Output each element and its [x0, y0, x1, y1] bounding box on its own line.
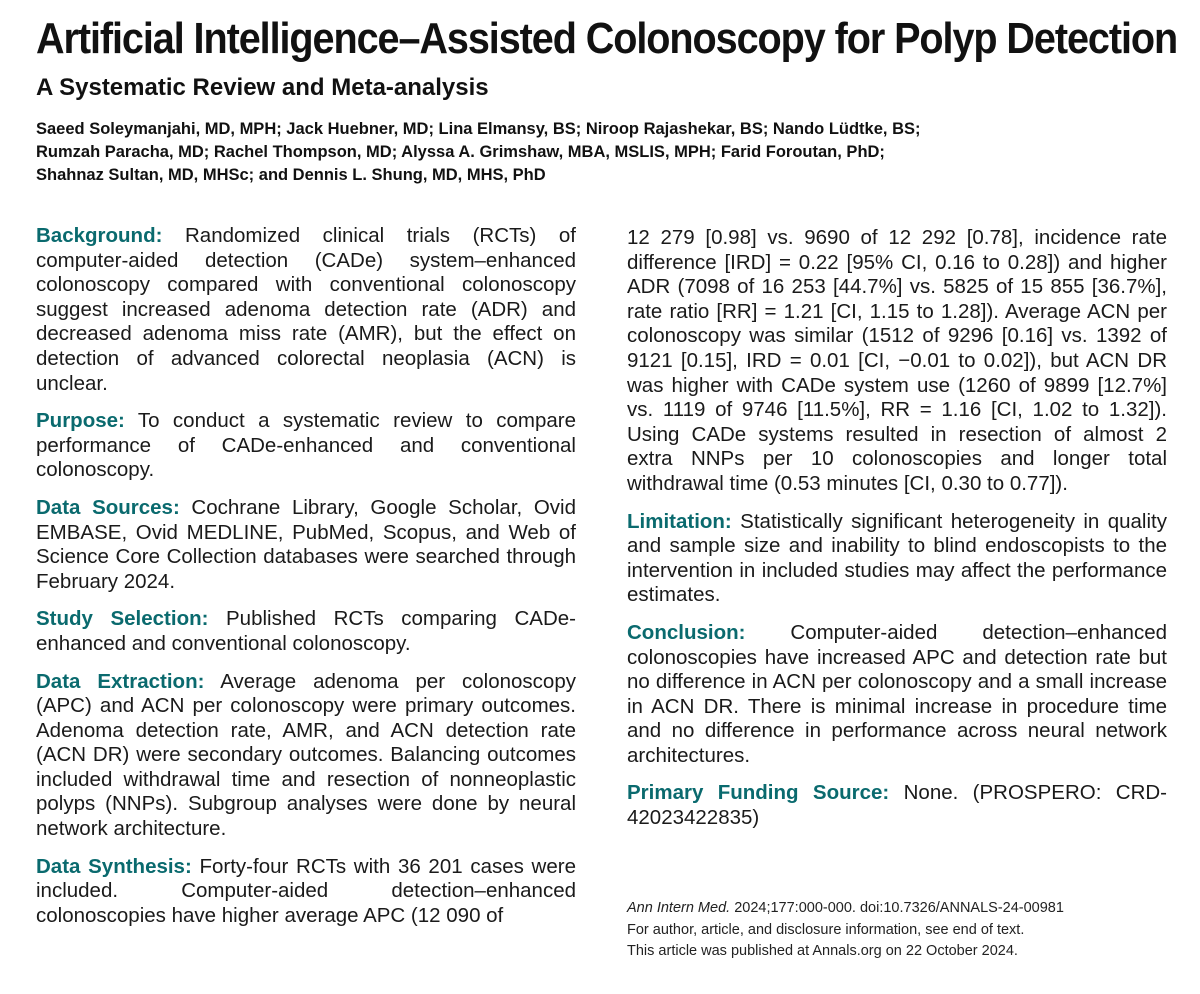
abstract-right-column — [627, 226, 1167, 844]
section-label: Data Synthesis: — [36, 854, 192, 878]
journal-name: Ann Intern Med. — [627, 900, 731, 916]
abstract-left-column — [36, 224, 576, 941]
section-funding — [627, 781, 1167, 830]
section-conclusion — [627, 621, 1167, 769]
section-text: Forty-four RCTs with 36 201 cases were included. Computer-aided detection–enhanced colonoscopies have higher average APC (12 090 of — [36, 854, 576, 927]
author-line: Saeed Soleymanjahi, MD, MPH; Jack Huebner, MD; Lina Elmansy, BS; Niroop Rajashekar, BS; Nando Lüdtke, BS; — [36, 120, 921, 138]
section-background — [36, 224, 576, 396]
section-text: Average adenoma per colonoscopy (APC) and ACN per colonoscopy were primary outcomes. Adenoma detection rate, AMR, and ACN detection rate (ACN DR) were secondary outcomes. Balancing outcomes included withdrawal time and resection of nonneoplastic polyps (NNPs). Subgroup analyses were done by neural network architecture. — [36, 669, 576, 841]
section-text: Published RCTs comparing CADe-enhanced and conventional colonoscopy. — [36, 607, 577, 655]
section-text: Computer-aided detection–enhanced colonoscopies have increased APC and detection rate but no difference in ACN per colonoscopy and a small increase in ACN DR. There is minimal increase in procedure time and no difference in performance across neural network architectures. — [627, 620, 1167, 767]
article-metadata — [627, 898, 1147, 963]
section-text: Randomized clinical trials (RCTs) of computer-aided detection (CADe) system–enhanced colonoscopy compared with conventional colonoscopy suggest increased adenoma detection rate (ADR) and decreased adenoma miss rate (AMR), but the effect on detection of advanced colorectal neoplasia (ACN) is unclear. — [36, 224, 576, 395]
section-text: None. (PROSPERO: CRD-42023422835) — [627, 781, 1168, 830]
section-text: Statistically significant heterogeneity in quality and sample size and inability to blind endoscopists to the intervention in included studies may affect the performance estimates. — [627, 509, 1167, 607]
section-purpose — [36, 409, 576, 483]
section-data-synthesis — [36, 855, 576, 929]
section-data-synthesis-continued: 12 279 [0.98] vs. 9690 of 12 292 [0.78], incidence rate difference [IRD] = 0.22 [95% CI, 0.16 to 0.28]) and higher ADR (7098 of 16 253 [44.7%] vs. 5825 of 15 855 [36.7%], rate ratio [RR] = 1.21 [CI, 1.15 to 1.28]). Average ACN per colonoscopy was similar (1512 of 9296 [0.16] vs. 1392 of 9121 [0.15], IRD = 0.01 [CI, −0.01 to 0.02]), but ACN DR was higher with CADe system use (1260 of 9899 [12.7%] vs. 1119 of 9746 [11.5%], RR = 1.16 [CI, 1.02 to 1.32]). Using CADe systems resulted in resection of almost 2 extra NNPs per 10 colonoscopies and longer total withdrawal time (0.53 minutes [CI, 0.30 to 0.77]). — [627, 226, 1167, 495]
citation-details: 2024;177:000-000. doi:10.7326/ANNALS-24-00981 — [730, 900, 1064, 916]
section-label: Data Sources: — [36, 495, 180, 519]
section-label: Conclusion: — [627, 620, 746, 644]
section-label: Background: — [36, 224, 163, 247]
author-line: Rumzah Paracha, MD; Rachel Thompson, MD; Alyssa A. Grimshaw, MBA, MSLIS, MPH; Farid Foroutan, PhD; — [36, 143, 885, 161]
section-label: Data Extraction: — [36, 669, 205, 693]
article-subtitle: A Systematic Review and Meta-analysis — [36, 74, 489, 101]
citation-line — [627, 898, 1147, 920]
author-line: Shahnaz Sultan, MD, MHSc; and Dennis L. Shung, MD, MHS, PhD — [36, 166, 546, 184]
section-text: To conduct a systematic review to compare performance of CADe-enhanced and conventional colonoscopy. — [36, 409, 576, 482]
section-limitation — [627, 510, 1167, 608]
published-line: This article was published at Annals.org on 22 October 2024. — [627, 943, 1018, 959]
section-label: Limitation: — [627, 509, 732, 533]
section-label: Study Selection: — [36, 607, 209, 631]
section-study-selection — [36, 607, 576, 656]
author-list — [36, 118, 1046, 187]
section-data-sources — [36, 496, 576, 594]
section-label: Purpose: — [36, 409, 125, 433]
article-title: Artificial Intelligence–Assisted Colonoscopy for Polyp Detection — [36, 14, 1178, 63]
section-text: Cochrane Library, Google Scholar, Ovid EMBASE, Ovid MEDLINE, PubMed, Scopus, and Web of Science Core Collection databases were searched through February 2024. — [36, 495, 576, 593]
section-label: Primary Funding Source: — [627, 781, 890, 805]
section-data-extraction — [36, 670, 576, 842]
info-line: For author, article, and disclosure information, see end of text. — [627, 921, 1025, 938]
